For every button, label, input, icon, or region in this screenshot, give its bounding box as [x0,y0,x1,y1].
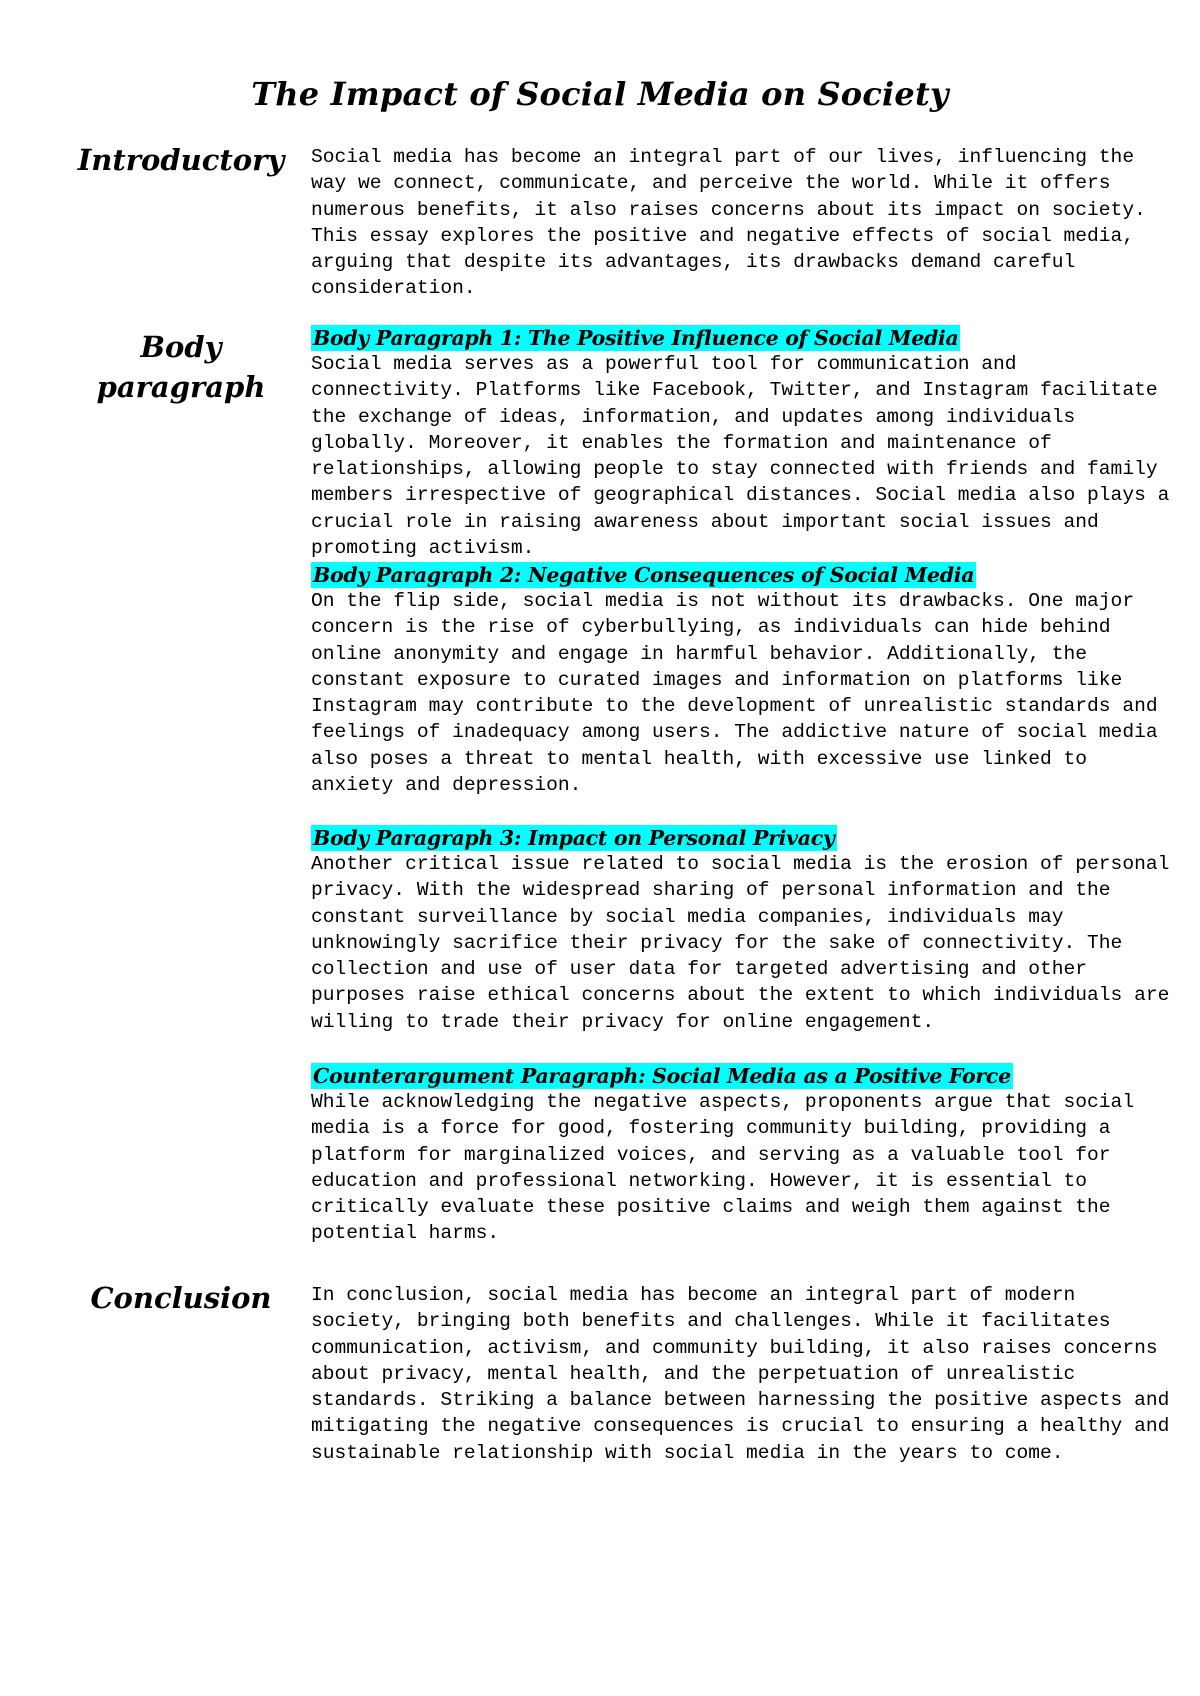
introductory-label: Introductory [77,143,285,177]
body-label [66,327,296,407]
body-paragraph-2-text: On the flip side, social media is not without its drawbacks. One major concern is the rise of cyberbullying, as individuals can hide behind online anonymity and engage in harmful behavior. Additionally, the constant exposure to curated images and information on platforms like Instagram may contribute to the development of unrealistic standards and feelings of inadequacy among users. The addictive nature of social media also poses a threat to mental health, with excessive use linked to anxiety and depression. [311,590,1158,797]
body-paragraph-1 [311,325,1171,561]
counterargument-paragraph [311,1063,1171,1247]
conclusion-label: Conclusion [90,1281,272,1315]
counterargument-text: While acknowledging the negative aspects, proponents argue that social media is a force for good, fostering community building, providing a platform for marginalized voices, and serving as a valuable tool for education and professional networking. However, it is essential to critically evaluate these positive claims and weigh them against the potential harms. [311,1091,1135,1245]
body-paragraph-1-text: Social media serves as a powerful tool for communication and connectivity. Platforms like Facebook, Twitter, and Instagram facilitate the exchange of ideas, information, and updates among individuals globally. Moreover, it enables the formation and maintenance of relationships, allowing people to stay connected with friends and family members irrespective of geographical distances. Social media also plays a crucial role in raising awareness about important social issues and promoting activism. [311,353,1170,560]
conclusion-body [311,1282,1171,1466]
body-paragraph-2-heading: Body Paragraph 2: Negative Consequences of Social Media [313,563,975,587]
introductory-paragraph: Social media has become an integral part of our lives, influencing the way we connect, communicate, and perceive the world. While it offers numerous benefits, it also raises concerns about its impact on society. This essay explores the positive and negative effects of social media, arguing that despite its advantages, its drawbacks demand careful consideration. [311,146,1146,300]
introductory-body [311,144,1171,302]
body-label-line2: paragraph [96,370,266,404]
counterargument-heading: Counterargument Paragraph: Social Media as a Positive Force [313,1064,1011,1088]
document-title: The Impact of Social Media on Society [251,75,949,113]
body-label-line1: Body [140,330,222,364]
conclusion-paragraph: In conclusion, social media has become an integral part of modern society, bringing both benefits and challenges. While it facilitates communication, activism, and community building, it also raises concerns about privacy, mental health, and the perpetuation of unrealistic standards. Striking a balance between harnessing the positive aspects and mitigating the negative consequences is crucial to ensuring a healthy and sustainable relationship with social media in the years to come. [311,1284,1170,1464]
body-paragraph-3-text: Another critical issue related to social media is the erosion of personal privacy. With the widespread sharing of personal information and the constant surveillance by social media companies, individuals may unknowingly sacrifice their privacy for the sake of connectivity. The collection and use of user data for targeted advertising and other purposes raise ethical concerns about the extent to which individuals are willing to trade their privacy for online engagement. [311,853,1170,1033]
body-paragraph-2 [311,562,1171,798]
body-paragraph-3 [311,825,1171,1035]
body-paragraph-3-heading: Body Paragraph 3: Impact on Personal Privacy [313,826,835,850]
body-paragraph-1-heading: Body Paragraph 1: The Positive Influence of Social Media [313,326,959,350]
